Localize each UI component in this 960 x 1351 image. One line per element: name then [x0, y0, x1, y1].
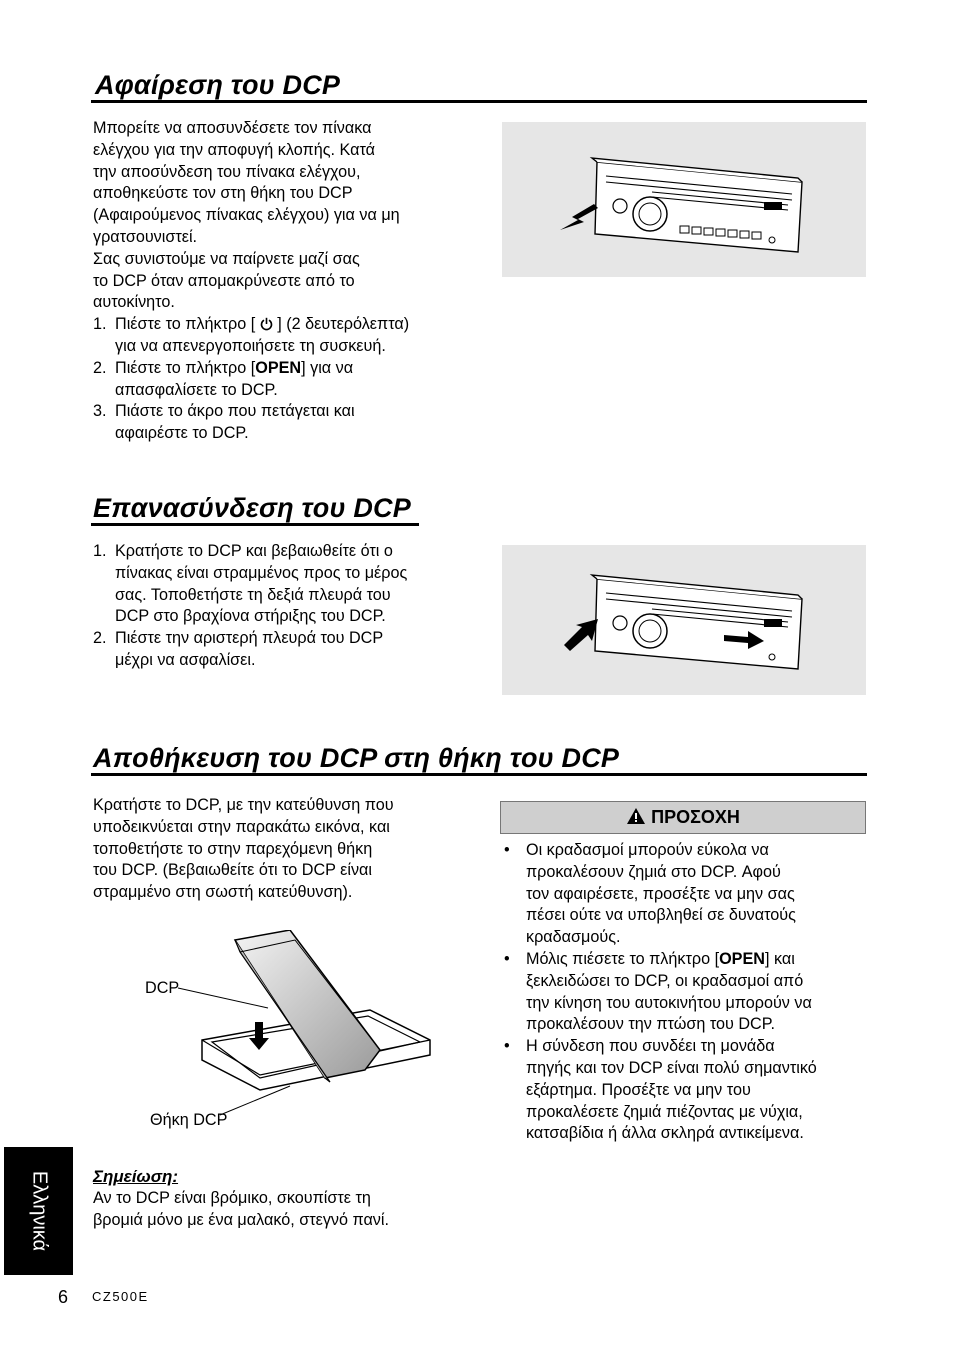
caution-line: Οι κραδασμοί μπορούν εύκολα να — [526, 841, 769, 859]
caution-line: Μόλις πιέσετε το πλήκτρο [ — [526, 949, 720, 968]
caution-line: προκαλέσουν την πτώση του DCP. — [526, 1015, 775, 1034]
bullet: • — [504, 1037, 510, 1056]
step-number: 1. — [93, 315, 107, 334]
intro-line: αποθηκεύστε τον στη θήκη του DCP — [93, 184, 353, 203]
section-title-removal: Αφαίρεση του DCP — [95, 70, 341, 100]
title-rule — [91, 773, 867, 776]
removal-illustration — [502, 122, 866, 277]
caution-item — [500, 1036, 865, 1145]
step-1 — [93, 541, 493, 628]
title-rule — [91, 523, 419, 526]
caution-line: κραδασμούς. — [526, 928, 621, 947]
intro-line: αυτοκίνητο. — [93, 293, 175, 312]
open-key-label: OPEN — [255, 358, 302, 377]
storage-text — [93, 795, 493, 904]
note-line: βρομιά μόνο με ένα μαλακό, στεγνό πανί. — [93, 1210, 389, 1229]
section-title-reattach: Επανασύνδεση του DCP — [93, 493, 411, 523]
caution-list — [500, 840, 865, 1145]
step-text: Κρατήστε το DCP και βεβαιωθείτε ότι ο — [115, 542, 393, 560]
intro-line: το DCP όταν απομακρύνεστε από το — [93, 271, 355, 290]
step-text: Πιάστε το άκρο που πετάγεται και — [115, 402, 355, 421]
step-text: Πιέστε το πλήκτρο [ — [115, 358, 256, 377]
step-number: 3. — [93, 402, 107, 421]
case-illustration — [140, 930, 440, 1140]
intro-line: γρατσουνιστεί. — [93, 227, 198, 246]
case-label: Θήκη DCP — [150, 1111, 228, 1129]
caution-line: ] και — [764, 949, 795, 968]
storage-line: τοποθετήστε το στην παρεχόμενη θήκη — [93, 839, 373, 858]
intro-line: ελέγχου για την αποφυγή κλοπής. Κατά — [93, 140, 375, 159]
note-title: Σημείωση: — [93, 1167, 179, 1186]
caution-line: προκαλέσουν ζημιά στο DCP. Αφού — [526, 862, 781, 881]
reattach-text — [93, 541, 493, 672]
language-tab — [4, 1147, 73, 1275]
language-label: Ελληνικά — [28, 1170, 50, 1252]
head-unit-drawing — [502, 545, 866, 695]
caution-item — [500, 949, 865, 1036]
step-number: 1. — [93, 542, 107, 560]
step-number: 2. — [93, 358, 107, 377]
storage-line: του DCP. (Βεβαιωθείτε ότι το DCP είναι — [93, 861, 373, 880]
step-text: Πιέστε την αριστερή πλευρά του DCP — [115, 629, 384, 648]
head-unit-drawing — [502, 122, 866, 277]
step-text: μέχρι να ασφαλίσει. — [115, 650, 256, 669]
caution-line: ξεκλειδώσει το DCP, οι κραδασμοί από — [526, 971, 804, 990]
step-3 — [93, 401, 493, 445]
storage-line: Κρατήστε το DCP, με την κατεύθυνση που — [93, 796, 394, 814]
step-text: απασφαλίσετε το DCP. — [115, 380, 278, 399]
bullet: • — [504, 841, 510, 859]
caution-line: πηγής και τον DCP είναι πολύ σημαντικό — [526, 1058, 817, 1077]
intro-line: Σας συνιστούμε να παίρνετε μαζί σας — [93, 249, 360, 268]
power-icon — [260, 317, 273, 331]
title-rule — [91, 100, 867, 103]
caution-title: ΠΡΟΣΟΧΗ — [651, 807, 740, 827]
open-key-label: OPEN — [719, 949, 765, 968]
caution-item — [500, 840, 865, 949]
page-number: 6 — [58, 1287, 69, 1307]
caution-line: κατσαβίδια ή άλλα σκληρά αντικείμενα. — [526, 1124, 804, 1143]
dcp-label: DCP — [145, 979, 180, 997]
step-1 — [93, 314, 493, 358]
step-text: αφαιρέστε το DCP. — [115, 424, 249, 443]
intro-line: Μπορείτε να αποσυνδέσετε τον πίνακα — [93, 119, 372, 137]
step-number: 2. — [93, 629, 107, 648]
step-text: DCP στο βραχίονα στήριξης του DCP. — [115, 607, 386, 626]
warning-icon — [626, 807, 646, 825]
step-2 — [93, 358, 493, 402]
dcp-case-drawing — [140, 930, 440, 1140]
caution-line: προκαλέσετε ζημιά πιέζοντας με νύχια, — [526, 1102, 803, 1121]
step-text: για να απενεργοποιήσετε τη συσκευή. — [115, 336, 386, 355]
step-text: ] για να — [301, 358, 354, 377]
caution-header — [500, 801, 866, 834]
note — [93, 1166, 493, 1232]
step-2 — [93, 628, 493, 672]
bullet: • — [504, 949, 510, 968]
caution-line: εξάρτημα. Προσέξτε να μην του — [526, 1080, 751, 1099]
note-line: Αν το DCP είναι βρόμικο, σκουπίστε τη — [93, 1189, 371, 1207]
caution-line: τον αφαιρέσετε, προσέξτε να μην σας — [526, 884, 795, 903]
step-text: σας. Τοποθετήστε τη δεξιά πλευρά του — [115, 585, 391, 604]
caution-line: πέσει ούτε να υποβληθεί σε δυνατούς — [526, 906, 796, 925]
reattach-illustration — [502, 545, 866, 695]
section-title-storage: Αποθήκευση του DCP στη θήκη του DCP — [93, 743, 620, 773]
intro-line: (Αφαιρούμενος πίνακας ελέγχου) για να μη — [93, 206, 400, 225]
storage-line: στραμμένο στη σωστή κατεύθυνση). — [93, 883, 353, 902]
step-text: πίνακας είναι στραμμένος προς το μέρος — [115, 563, 408, 582]
removal-text — [93, 118, 493, 445]
step-text: ] (2 δευτερόλεπτα) — [277, 315, 410, 334]
step-text: Πιέστε το πλήκτρο [ — [115, 315, 256, 334]
storage-line: υποδεικνύεται στην παρακάτω εικόνα, και — [93, 817, 390, 836]
caution-line: Η σύνδεση που συνδέει τη μονάδα — [526, 1037, 775, 1056]
intro-line: την αποσύνδεση του πίνακα ελέγχου, — [93, 162, 361, 181]
model-name: CZ500E — [92, 1289, 149, 1304]
caution-line: την κίνηση του αυτοκινήτου μπορούν να — [526, 993, 812, 1012]
